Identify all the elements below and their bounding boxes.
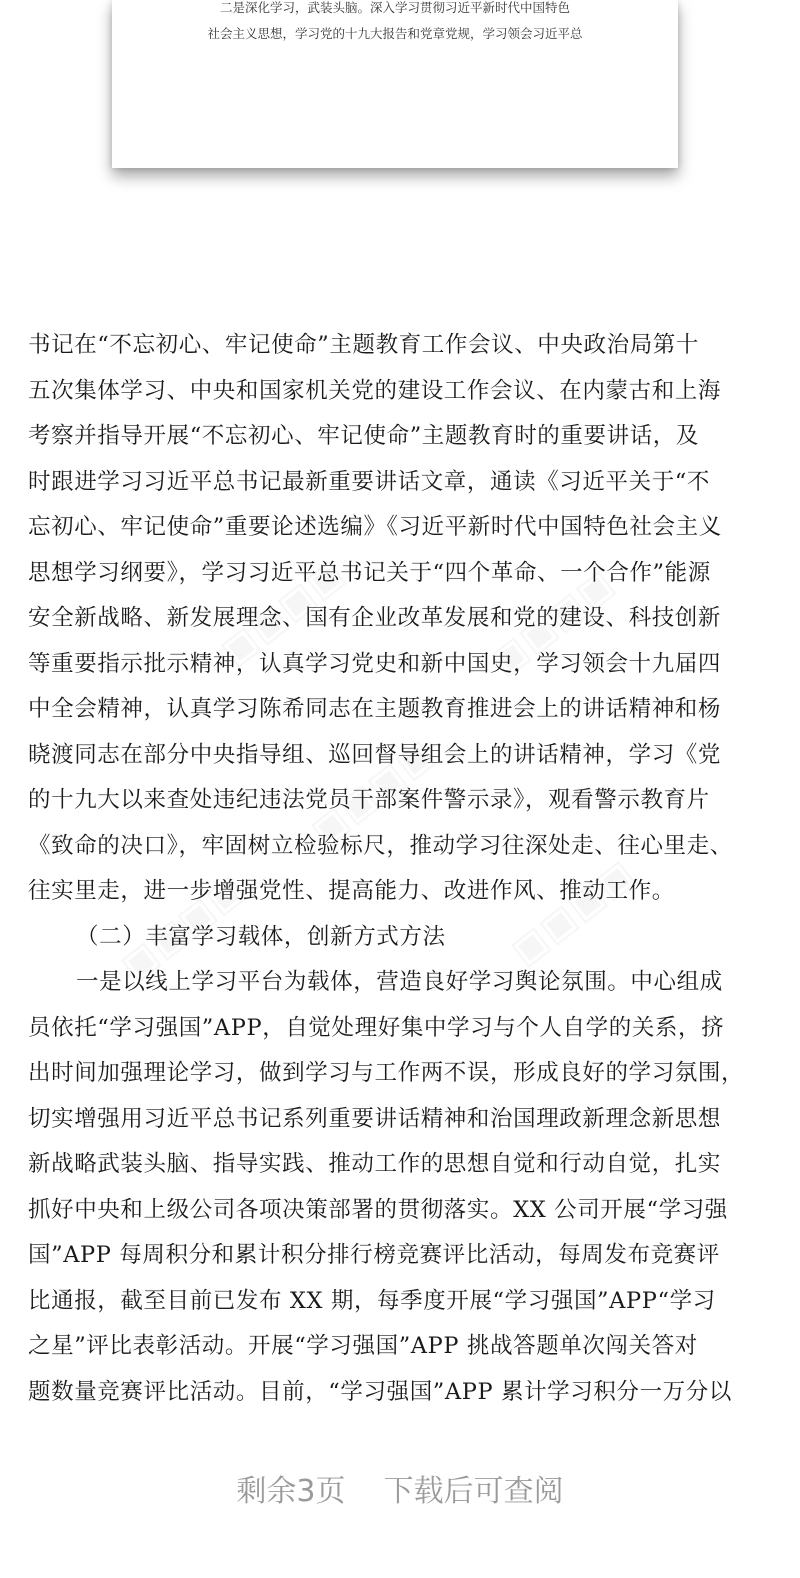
body-line: 往实里走，进一步增强党性、提高能力、改进作风、推动工作。 — [28, 878, 675, 904]
body-line: 思想学习纲要》，学习习近平总书记关于“四个革命、一个合作”能源 — [28, 559, 711, 586]
previous-page-preview — [112, 0, 678, 168]
download-hint-label: 下载后可查阅 — [383, 1474, 564, 1509]
body-line: 新战略武装头脑、指导实践、推动工作的思想自觉和行动自觉，扎实 — [28, 1151, 722, 1177]
body-line: 出时间加强理论学习，做到学习与工作两不误，形成良好的学习氛围， — [28, 1060, 745, 1086]
body-line: 考察并指导开展“不忘初心、牢记使命”主题教育时的重要讲话，及 — [28, 423, 700, 449]
body-line: 忘初心、牢记使命”重要论述选编》《习近平新时代中国特色社会主义 — [28, 514, 722, 540]
body-line: 晓渡同志在部分中央指导组、巡回督导组会上的讲话精神，学习《党 — [28, 741, 722, 768]
body-line: 员依托“学习强国”APP，自觉处理好集中学习与个人自学的关系，挤 — [28, 1014, 725, 1041]
body-line: 切实增强用习近平总书记系列重要讲话精神和治国理政新理念新思想 — [28, 1105, 722, 1132]
remaining-pages-label: 剩余3页 — [236, 1474, 346, 1509]
body-line: 之星”评比表彰活动。开展“学习强国”APP 挑战答题单次闯关答对 — [28, 1333, 698, 1359]
body-line: 国”APP 每周积分和累计积分排行榜竞赛评比活动，每周发布竞赛评 — [28, 1242, 720, 1268]
document-body — [28, 323, 770, 1415]
body-line: 五次集体学习、中央和国家机关党的建设工作会议、在内蒙古和上海 — [28, 377, 722, 404]
preview-line-1: 二是深化学习，武装头脑。深入学习贯彻习近平新时代中国特色 — [219, 0, 570, 15]
body-line: 时跟进学习习近平总书记最新重要讲话文章，通读《习近平关于“不 — [28, 468, 711, 495]
body-line: 安全新战略、新发展理念、国有企业改革发展和党的建设、科技创新 — [28, 605, 722, 631]
body-line: 《致命的决口》，牢固树立检验标尺，推动学习往深处走、往心里走、 — [28, 832, 733, 859]
download-prompt[interactable] — [0, 1466, 800, 1510]
section-heading: （二）丰富学习载体，创新方式方法 — [76, 923, 446, 950]
body-line: 抓好中央和上级公司各项决策部署的贯彻落实。XX 公司开展“学习强 — [28, 1196, 728, 1223]
body-line: 的十九大以来查处违纪违法党员干部案件警示录》，观看警示教育片 — [28, 787, 710, 813]
body-line: 一是以线上学习平台为载体，营造良好学习舆论氛围。中心组成 — [76, 969, 723, 995]
body-line: 等重要指示批示精神，认真学习党史和新中国史，学习领会十九届四 — [28, 650, 722, 677]
body-line: 比通报，截至目前已发布 XX 期，每季度开展“学习强国”APP“学习 — [28, 1287, 716, 1314]
body-line: 书记在“不忘初心、牢记使命”主题教育工作会议、中央政治局第十 — [28, 332, 700, 358]
preview-line-2: 社会主义思想，学习党的十九大报告和党章党规，学习领会习近平总 — [207, 26, 583, 41]
body-line: 题数量竞赛评比活动。目前，“学习强国”APP 累计学习积分一万分以 — [28, 1378, 732, 1405]
body-line: 中全会精神，认真学习陈希同志在主题教育推进会上的讲话精神和杨 — [28, 696, 722, 722]
